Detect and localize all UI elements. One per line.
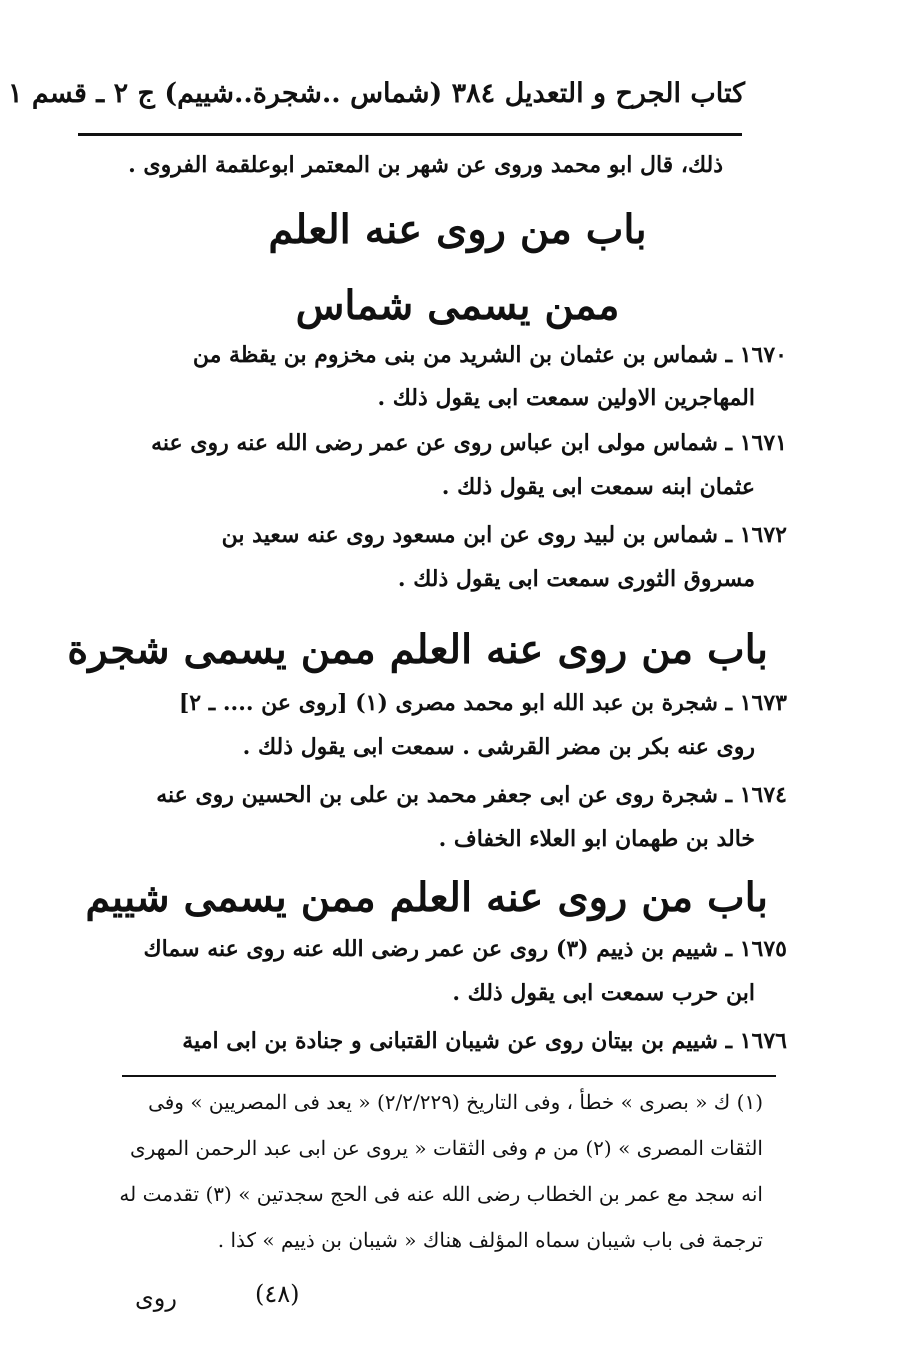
entry-1676-line1: ١٦٧٦ ـ شييم بن بيتان روى عن شيبان القتبانى و جنادة بن ابى امية	[182, 1028, 787, 1054]
entry-1670-line2: المهاجرين الاولين سمعت ابى يقول ذلك .	[377, 385, 755, 411]
entry-1674-line2: خالد بن طهمان ابو العلاء الخفاف .	[438, 826, 755, 852]
footnote-rule	[122, 1075, 776, 1077]
section-heading-shajara: باب من روى عنه العلم ممن يسمى شجرة	[67, 626, 768, 673]
entry-1670-line1: ١٦٧٠ ـ شماس بن عثمان بن الشريد من بنى مخزوم بن يقظة من	[192, 342, 787, 368]
entry-1673-line2: روى عنه بكر بن مضر القرشى . سمعت ابى يقول ذلك .	[242, 734, 755, 760]
entry-1675-line2: ابن حرب سمعت ابى يقول ذلك .	[452, 980, 755, 1006]
entry-1674-line1: ١٦٧٤ ـ شجرة روى عن ابى جعفر محمد بن على بن الحسين روى عنه	[156, 782, 787, 808]
running-header: كتاب الجرح و التعديل ٣٨٤ (شماس ..شجرة..شييم) ج ٢ ـ قسم ١	[7, 78, 745, 109]
footnote-line1: (١) ك « بصرى » خطأ ، وفى التاريخ (٢/٢/٢٢٩) « يعد فى المصريين » وفى	[148, 1090, 763, 1114]
footnote-line3: انه سجد مع عمر بن الخطاب رضى الله عنه فى الحج سجدتين » (٣) تقدمت له	[119, 1182, 763, 1206]
entry-1671-line2: عثمان ابنه سمعت ابى يقول ذلك .	[441, 474, 755, 500]
footnote-line2: الثقات المصرى » (٢) من م وفى الثقات « يروى عن ابى عبد الرحمن المهرى	[129, 1136, 763, 1160]
entry-1675-line1: ١٦٧٥ ـ شييم بن ذييم (٣) روى عن عمر رضى الله عنه روى عنه سماك	[143, 936, 787, 962]
entry-1672-line1: ١٦٧٢ ـ شماس بن لبيد روى عن ابن مسعود روى عنه سعيد بن	[221, 522, 787, 548]
catchword: روى	[135, 1284, 177, 1312]
section-heading-shammas-1: باب من روى عنه العلم	[268, 206, 647, 253]
header-rule	[78, 133, 742, 136]
page-number: (٤٨)	[255, 1280, 300, 1308]
intro-line: ذلك، قال ابو محمد وروى عن شهر بن المعتمر ابوعلقمة الفروى .	[128, 152, 723, 178]
entry-1671-line1: ١٦٧١ ـ شماس مولى ابن عباس روى عن عمر رضى الله عنه روى عنه	[151, 430, 787, 456]
footnote-line4: ترجمة فى باب شيبان سماه المؤلف هناك « شيبان بن ذييم » كذا .	[217, 1228, 763, 1252]
section-heading-shammas-2: ممن يسمى شماس	[295, 282, 620, 329]
entry-1673-line1: ١٦٧٣ ـ شجرة بن عبد الله ابو محمد مصرى (١) [روى عن .... ـ ٢]	[178, 690, 787, 716]
section-heading-shayyim: باب من روى عنه العلم ممن يسمى شييم	[85, 874, 768, 921]
entry-1672-line2: مسروق الثورى سمعت ابى يقول ذلك .	[397, 566, 755, 592]
